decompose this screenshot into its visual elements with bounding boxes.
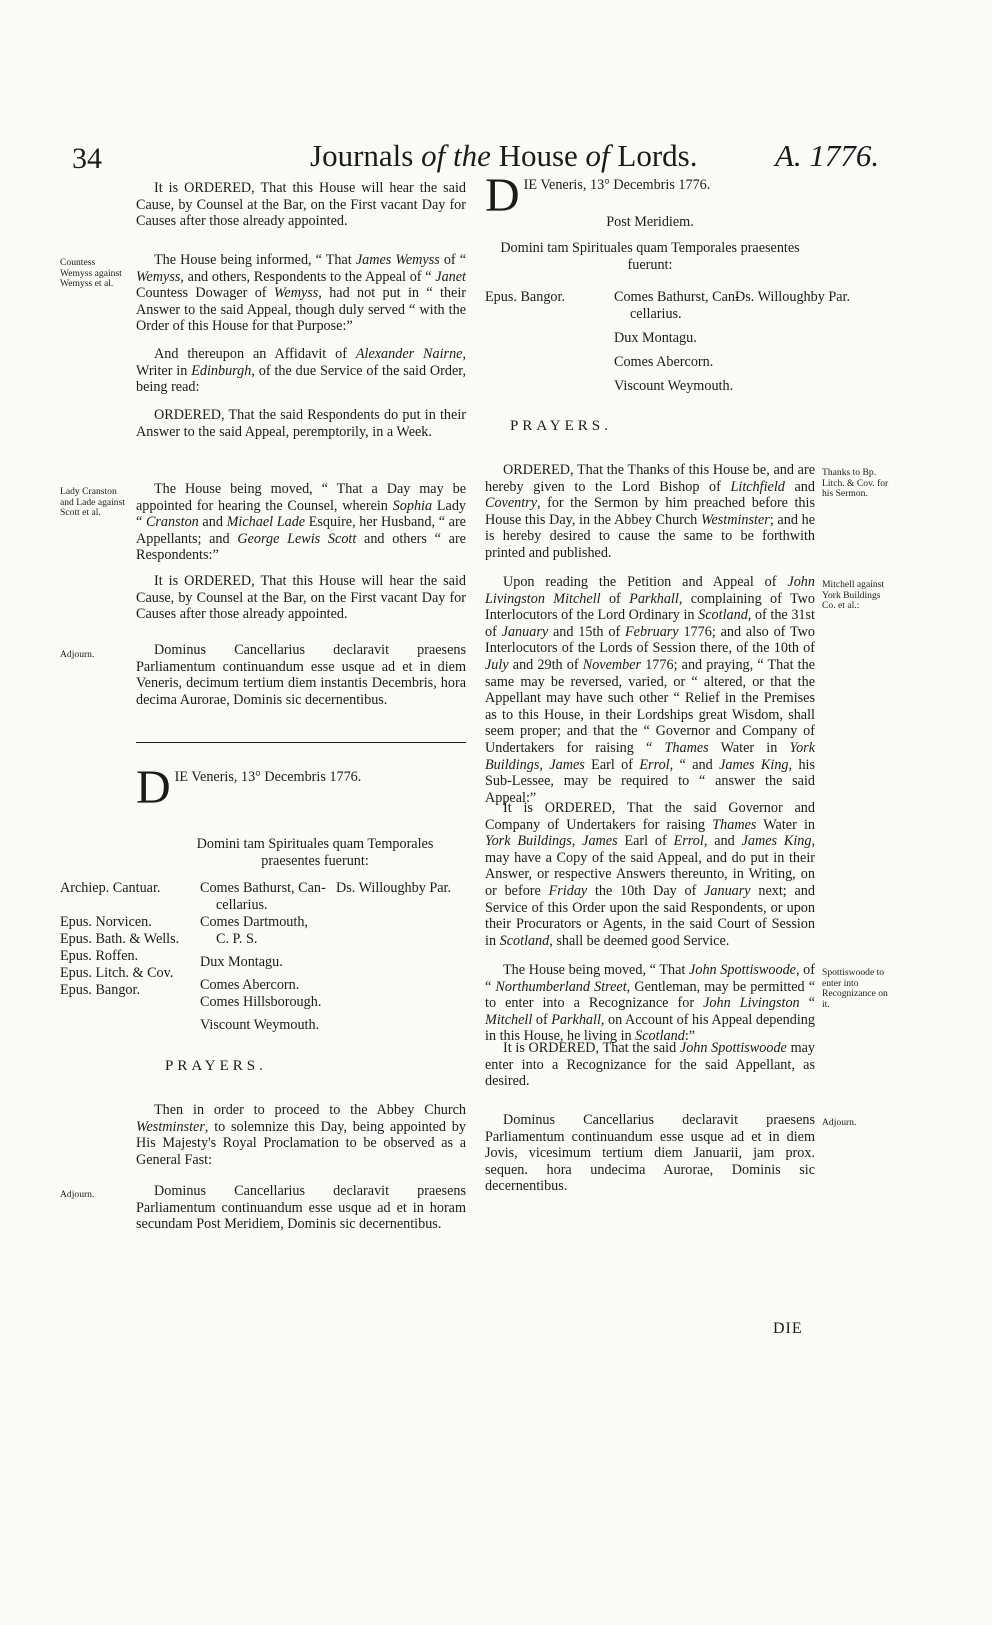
paragraph: It is ORDERED, That this House will hear the said Cause, by Counsel at the Bar, on the First vacant Day for Causes after those already appointed.: [136, 573, 466, 623]
paragraph: Then in order to proceed to the Abbey Church Westminster, to solemnize this Day, being appointed by His Majesty's Royal Proclamation to be observed as a General Fast:: [136, 1102, 466, 1168]
lords-column-barons: [336, 880, 466, 897]
title-word: Lords.: [617, 138, 698, 173]
margin-note: Adjourn.: [60, 649, 95, 660]
catchword: DIE: [773, 1320, 803, 1337]
paragraph: Dominus Cancellarius declaravit praesens Parliamentum continuandum esse usque ad et in horam secundam Post Meridiem, Dominis sic decernentibus.: [136, 1183, 466, 1233]
section-label: PRAYERS.: [510, 418, 612, 434]
paragraph: It is ORDERED, That the said John Spottiswoode may enter into a Recognizance for the said Appellant, as desired.: [485, 1040, 815, 1090]
paragraph: Dominus Cancellarius declaravit praesens Parliamentum continuandum esse usque ad et in diem Jovis, vicesimum tertium diem Januarii, jam prox. sequen. hora undecima Aurorae, Dominis sic decernentibus.: [485, 1112, 815, 1195]
paragraph: It is ORDERED, That the said Governor and Company of Undertakers for raising Thames Water in York Buildings, James Earl of Errol, and James King, may have a Copy of the said Appeal, and do put in their Answer, or respective Answers thereunto, in Writing, on or before Friday the 10th Day of January next; and Service of this Order upon the said Respondents, or upon their Procurators or Agents, in the said Court of Session in Scotland, shall be deemed good Service.: [485, 800, 816, 949]
margin-note: Lady Cranston and Lade against Scott et al.: [60, 486, 125, 519]
day-heading: D IE Veneris, 13° Decembris 1776.: [136, 761, 362, 814]
margin-note: Adjourn.: [822, 1117, 857, 1128]
lord-name: Viscount Weymouth.: [614, 378, 734, 394]
lord-name: Comes Abercorn.: [614, 354, 714, 370]
title-word: of: [585, 138, 610, 173]
page-year: A. 1776.: [775, 138, 880, 173]
title-word: the: [452, 138, 491, 173]
margin-note: Mitchell against York Buildings Co. et al.:: [822, 579, 885, 612]
section-label: PRAYERS.: [165, 1058, 267, 1074]
lord-name: C. P. S.: [216, 931, 258, 947]
lords-column-spiritual: [485, 289, 595, 306]
lord-name: Comes Bathurst, Can-: [614, 289, 740, 305]
present-heading: Domini tam Spirituales quam Temporales praesentes fuerunt:: [500, 240, 800, 273]
lord-name: Archiep. Cantuar.: [60, 880, 161, 896]
lord-name: Dux Montagu.: [614, 330, 697, 346]
paragraph: It is ORDERED, That this House will hear the said Cause, by Counsel at the Bar, on the First vacant Day for Causes after those already appointed.: [136, 180, 466, 230]
lord-name: cellarius.: [630, 306, 682, 322]
lord-name: [60, 897, 190, 914]
day-heading: D IE Veneris, 13° Decembris 1776.: [485, 169, 711, 222]
lord-name: Comes Dartmouth,: [200, 914, 308, 930]
lords-column-temporal: [200, 880, 340, 1034]
margin-note: Spottiswoode to enter into Recognizance on it.: [822, 967, 888, 1010]
lord-name: Comes Hillsborough.: [200, 994, 322, 1010]
lord-name: Comes Bathurst, Can-: [200, 880, 326, 896]
paragraph: Upon reading the Petition and Appeal of John Livingston Mitchell of Parkhall, complaining of Two Interlocutors of the Lord Ordinary in Scotland, of the 31st of January and 15th of February 1776; and also of Two Interlocutors of the Lords of Session there, of the 10th of July and 29th of November 1776; and praying, “ That the same may be reversed, varied, or “ altered, or that the Appellant may have such other “ Relief in the Premises as to this House, in their Lordships great Wisdom, shall seem proper; and that the “ Governor and Company of Undertakers for raising “ Thames Water in York Buildings, James Earl of Errol, “ and James King, his Sub-Lessee, may be required to “ answer the said Appeal:”: [485, 574, 815, 806]
session-label: Post Meridiem.: [606, 214, 694, 230]
paragraph: And thereupon an Affidavit of Alexander Nairne, Writer in Edinburgh, of the due Service of the said Order, being read:: [136, 346, 467, 396]
lord-name: Epus. Bangor.: [60, 982, 140, 998]
lord-name: Viscount Weymouth.: [200, 1017, 320, 1033]
lords-column-spiritual: [60, 880, 190, 999]
lord-name: Epus. Norvicen.: [60, 914, 152, 930]
lord-name: Ds. Willoughby Par.: [735, 289, 851, 305]
lord-name: Dux Montagu.: [200, 954, 283, 970]
section-rule: [136, 742, 466, 743]
lords-column-barons: [735, 289, 865, 306]
lord-name: Epus. Bangor.: [485, 289, 565, 305]
lord-name: cellarius.: [216, 897, 268, 913]
lord-name: Epus. Roffen.: [60, 948, 139, 964]
lord-name: Epus. Litch. & Cov.: [60, 965, 174, 981]
present-heading: Domini tam Spirituales quam Temporales praesentes fuerunt:: [196, 836, 434, 869]
lord-name: Epus. Bath. & Wells.: [60, 931, 180, 947]
paragraph: The House being informed, “ That James Wemyss of “ Wemyss, and others, Respondents to the Appeal of “ Janet Countess Dowager of Wemyss, had not put in “ their Answer to the said Appeal, though duly served “ with the Order of this House for that Purpose:”: [136, 252, 467, 335]
paragraph: The House being moved, “ That a Day may be appointed for hearing the Counsel, wherein Sophia Lady “ Cranston and Michael Lade Esquire, her Husband, “ are Appellants; and George Lewis Scott and others “ are Respondents:”: [136, 481, 467, 564]
title-word: House: [498, 138, 578, 173]
lord-name: Comes Abercorn.: [200, 977, 300, 993]
page-number: 34: [72, 142, 102, 175]
paragraph: ORDERED, That the said Respondents do put in their Answer to the said Appeal, peremptorily, in a Week.: [136, 407, 466, 440]
margin-note: Countess Wemyss against Wemyss et al.: [60, 257, 122, 290]
paragraph: The House being moved, “ That John Spottiswoode, of “ Northumberland Street, Gentleman, may be permitted “ to enter into a Recognizance for John Livingston “ Mitchell of Parkhall, on Account of his Appeal depending in this House, he living in Scotland:”: [485, 962, 816, 1045]
lord-name: Ds. Willoughby Par.: [336, 880, 452, 896]
drop-cap: D: [136, 761, 171, 814]
margin-note: Adjourn.: [60, 1189, 95, 1200]
drop-cap: D: [485, 169, 520, 222]
left-column: [136, 180, 466, 230]
paragraph: Dominus Cancellarius declaravit praesens Parliamentum continuandum esse usque ad et in diem Veneris, decimum tertium diem instantis Decembris, hora decima Aurorae, Dominis sic decernentibus.: [136, 642, 466, 708]
title-word: Journals: [310, 138, 414, 173]
paragraph: ORDERED, That the Thanks of this House be, and are hereby given to the Lord Bishop of Litchfield and Coventry, for the Sermon by him preached before this House this Day, in the Abbey Church Westminster; and he is hereby desired to cause the same to be forthwith printed and published.: [485, 462, 815, 561]
title-word: of: [421, 138, 446, 173]
margin-note: Thanks to Bp. Litch. & Cov. for his Sermon.: [822, 467, 889, 500]
